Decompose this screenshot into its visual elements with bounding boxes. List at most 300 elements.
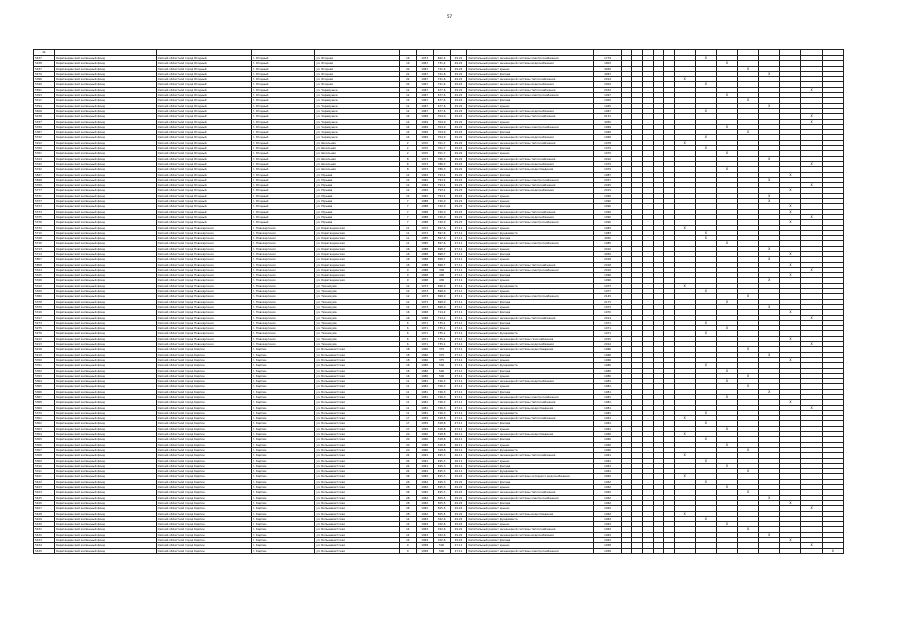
cell-area: 597,6 (433, 230, 450, 235)
cell-locality: Омский областной город Карпин (156, 405, 251, 410)
cell-street: ул. Карагандинская (315, 257, 400, 262)
cell-house: 12 (399, 172, 416, 177)
cell-org: Карагандинский жилищный фонд (55, 278, 157, 283)
cell-city: г. Карпин (251, 527, 314, 532)
cell-street: ул. Карагандинская (315, 278, 400, 283)
cell-cost: 1983 (594, 225, 621, 230)
cell-org: Карагандинский жилищный фонд (55, 516, 157, 521)
cell-code: 27.11 (450, 273, 467, 278)
cell-locality: Омский областной город Ягодный (156, 108, 251, 113)
cell-area: 721,6 (433, 77, 450, 82)
cell-desc: Капитальный ремонт фасада (467, 463, 594, 468)
cell-area: 735,1 (433, 336, 450, 341)
cell-area: 698,7 (433, 262, 450, 267)
cell-id: 5306 (34, 442, 55, 447)
cell-mark (653, 548, 664, 553)
cell-id: 5326 (34, 278, 55, 283)
cell-code: 29.22 (450, 82, 467, 87)
cell-locality: Омский областной город Ягодный (156, 119, 251, 124)
cell-org: Карагандинский жилищный фонд (55, 257, 157, 262)
cell-desc: Капитальный ремонт инженерной системы водоснабжения (467, 82, 594, 87)
cell-desc: Капитальный ремонт инженерной системы теплоснабжения (467, 490, 594, 495)
cell-street: ул. Большевистская (315, 474, 400, 479)
cell-locality: Омский областной город Новокаргинск (156, 278, 251, 283)
cell-code: 27.11 (450, 347, 467, 352)
cell-code: 27.11 (450, 246, 467, 251)
cell-mark: X (674, 432, 695, 437)
cell-area: 822,2 (433, 56, 450, 61)
cell-city: г. Ягодный (251, 98, 314, 103)
cell-desc: Капитальный ремонт фасада (467, 204, 594, 209)
cell-code: 26.11 (450, 453, 467, 458)
cell-area: 677,6 (433, 103, 450, 108)
cell-org: Карагандинский жилищный фонд (55, 490, 157, 495)
cell-id: 5716 (34, 241, 55, 246)
cell-house: 6 (399, 331, 416, 336)
cell-year: 1973 (416, 299, 433, 304)
cell-locality: Омский областной город Ягодный (156, 82, 251, 87)
cell-locality: Омский областной город Карпин (156, 389, 251, 394)
cell-id: 5305 (34, 437, 55, 442)
cell-house: 26 (399, 490, 416, 495)
cell-org: Карагандинский жилищный фонд (55, 114, 157, 119)
cell-cost: 1963 (594, 522, 621, 527)
cell-mark: X (695, 289, 716, 294)
cell-id: 5421 (34, 474, 55, 479)
cell-desc: Капитальный ремонт крыши (467, 458, 594, 463)
cell-city: г. Новокаргинск (251, 326, 314, 331)
cell-id: 5219 (34, 352, 55, 357)
cell-area: 735,1 (433, 320, 450, 325)
cell-id: 5364 (34, 379, 55, 384)
cell-desc: Капитальный ремонт инженерной системы электроснабжения (467, 177, 594, 182)
cell-city: г. Новокаргинск (251, 262, 314, 267)
cell-street: ул. Карагандинская (315, 236, 400, 241)
cell-mark: X (674, 474, 695, 479)
cell-org: Карагандинский жилищный фонд (55, 230, 157, 235)
cell-year: 1961 (416, 463, 433, 468)
cell-code: 27.11 (450, 257, 467, 262)
cell-code: 29.22 (450, 516, 467, 521)
cell-year: 1960 (416, 447, 433, 452)
cell-year: 1968 (416, 267, 433, 272)
cell-city: г. Ягодный (251, 66, 314, 71)
cell-locality: Омский областной город Карпин (156, 506, 251, 511)
cell-mark: X (716, 442, 737, 447)
cell-street: ул. Карагандинская (315, 251, 400, 256)
cell-area: 375 (433, 357, 450, 362)
cell-locality: Омский областной город Карпин (156, 453, 251, 458)
cell-street: ул. Большевистская (315, 400, 400, 405)
cell-area: 495,3 (433, 469, 450, 474)
cell-code: 29.22 (450, 71, 467, 76)
cell-mark: X (801, 214, 822, 219)
cell-city: г. Ягодный (251, 188, 314, 193)
cell-locality: Омский областной город Ягодный (156, 71, 251, 76)
cell-id: 5213 (34, 342, 55, 347)
cell-org: Карагандинский жилищный фонд (55, 119, 157, 124)
cell-street: ул. Ягодная (315, 77, 400, 82)
cell-street: ул. Школьная (315, 156, 400, 161)
cell-id: 5430 (34, 522, 55, 527)
cell-city: г. Ягодный (251, 209, 314, 214)
cell-org: Карагандинский жилищный фонд (55, 342, 157, 347)
cell-code: 27.11 (450, 289, 467, 294)
cell-code: 27.11 (450, 410, 467, 415)
cell-cost: 1905 (594, 98, 621, 103)
cell-desc: Капитальный ремонт фасада (467, 352, 594, 357)
cell-year: 1973 (416, 161, 433, 166)
cell-city: г. Карпин (251, 352, 314, 357)
cell-mark: X (780, 538, 801, 543)
cell-house: 12 (399, 108, 416, 113)
cell-desc: Капитальный ремонт фасада (467, 320, 594, 325)
cell-org: Карагандинский жилищный фонд (55, 294, 157, 299)
cell-id: 5307 (34, 447, 55, 452)
cell-house: 11 (399, 384, 416, 389)
cell-year: 1960 (416, 437, 433, 442)
cell-house: 9 (399, 267, 416, 272)
cell-code: 27.11 (450, 236, 467, 241)
cell-org: Карагандинский жилищный фонд (55, 442, 157, 447)
cell-org: Карагандинский жилищный фонд (55, 410, 157, 415)
cell-area: 740,0 (433, 209, 450, 214)
cell-org: Карагандинский жилищный фонд (55, 98, 157, 103)
cell-house: 18 (399, 357, 416, 362)
cell-code: 29.22 (450, 172, 467, 177)
cell-house: 12 (399, 98, 416, 103)
cell-house: 22 (399, 77, 416, 82)
cell-year: 1962 (416, 172, 433, 177)
cell-area: 793,4 (433, 193, 450, 198)
cell-cost: 1945 (594, 103, 621, 108)
cell-house: 9 (399, 548, 416, 553)
cell-mark: X (716, 167, 737, 172)
cell-street: ул. Большевистская (315, 442, 400, 447)
cell-city: г. Карпин (251, 506, 314, 511)
cell-desc: Капитальный ремонт крыши (467, 278, 594, 283)
cell-locality: Омский областной город Ягодный (156, 103, 251, 108)
cell-year: 1980 (416, 373, 433, 378)
cell-id: 5309 (34, 458, 55, 463)
cell-house: 12 (399, 188, 416, 193)
cell-year: 1973 (416, 304, 433, 309)
cell-locality: Омский областной город Новокаргинск (156, 273, 251, 278)
cell-org: Карагандинский жилищный фонд (55, 548, 157, 553)
cell-org: Карагандинский жилищный фонд (55, 304, 157, 309)
cell-city: г. Карпин (251, 458, 314, 463)
cell-mark (801, 548, 822, 553)
cell-cost: 1981 (594, 389, 621, 394)
cell-mark: X (759, 156, 780, 161)
cell-desc: Капитальный ремонт крыши (467, 246, 594, 251)
cell-city: г. Карпин (251, 405, 314, 410)
cell-locality: Омский областной город Новокаргинск (156, 304, 251, 309)
cell-year: 1988 (416, 214, 433, 219)
cell-cost: 2173 (594, 299, 621, 304)
cell-street: ул. Большевистская (315, 379, 400, 384)
cell-cost: 2032 (594, 87, 621, 92)
cell-id: 5742 (34, 135, 55, 140)
cell-city: г. Карпин (251, 368, 314, 373)
cell-org: Карагандинский жилищный фонд (55, 225, 157, 230)
cell-locality: Омский областной город Ягодный (156, 66, 251, 71)
cell-area: 701,7 (433, 151, 450, 156)
cell-area: 698,7 (433, 257, 450, 262)
cell-org: Карагандинский жилищный фонд (55, 331, 157, 336)
cell-year: 1962 (416, 500, 433, 505)
cell-id: 5369 (34, 405, 55, 410)
cell-house: 7 (399, 199, 416, 204)
cell-area: 500 (433, 373, 450, 378)
cell-house: 8 (399, 156, 416, 161)
cell-cost: 1990 (594, 209, 621, 214)
cell-code: 29.22 (450, 140, 467, 145)
cell-area: 726,3 (433, 384, 450, 389)
cell-mark: X (695, 458, 716, 463)
cell-year: 1959 (416, 421, 433, 426)
cell-code: 27.11 (450, 352, 467, 357)
cell-mark: X (716, 124, 737, 129)
cell-mark: X (780, 500, 801, 505)
cell-locality: Омский областной город Ягодный (156, 61, 251, 66)
cell-year: 1962 (416, 506, 433, 511)
cell-mark: X (695, 146, 716, 151)
cell-desc: Капитальный ремонт крыши (467, 442, 594, 447)
cell-cost: 1981 (594, 379, 621, 384)
cell-year: 1962 (416, 479, 433, 484)
cell-city: г. Ягодный (251, 151, 314, 156)
cell-city: г. Карпин (251, 490, 314, 495)
cell-city: г. Карпин (251, 495, 314, 500)
cell-id: 5438 (34, 114, 55, 119)
cell-street: ул. Школьная (315, 146, 400, 151)
cell-id: 5377 (34, 199, 55, 204)
cell-city: г. Карпин (251, 485, 314, 490)
cell-org: Карагандинский жилищный фонд (55, 87, 157, 92)
cell-locality: Омский областной город Карпин (156, 532, 251, 537)
cell-cost: 4967 (594, 71, 621, 76)
cell-area: 704,9 (433, 114, 450, 119)
cell-org: Карагандинский жилищный фонд (55, 246, 157, 251)
cell-city: г. Новокаргинск (251, 273, 314, 278)
cell-locality: Омский областной город Ягодный (156, 124, 251, 129)
cell-house: 12 (399, 103, 416, 108)
cell-locality: Омский областной город Карпин (156, 538, 251, 543)
cell-mark (738, 548, 759, 553)
cell-locality: Омский областной город Новокаргинск (156, 315, 251, 320)
cell-cost: 2015 (594, 336, 621, 341)
cell-street: ул. Ягодная (315, 71, 400, 76)
cell-area: 495,3 (433, 463, 450, 468)
cell-street: ул. Большевистская (315, 437, 400, 442)
cell-area: 726,3 (433, 410, 450, 415)
cell-locality: Омский областной город Новокаргинск (156, 236, 251, 241)
cell-mark: X (738, 384, 759, 389)
cell-area: 505,5 (433, 500, 450, 505)
cell-desc: Капитальный ремонт фасада (467, 273, 594, 278)
cell-locality: Омский областной город Ягодный (156, 77, 251, 82)
cell-year: 1971 (416, 326, 433, 331)
cell-org: Карагандинский жилищный фонд (55, 511, 157, 516)
cell-id: 5433 (34, 538, 55, 543)
cell-area: 793,4 (433, 177, 450, 182)
cell-cost: 1971 (594, 320, 621, 325)
cell-mark: X (674, 283, 695, 288)
cell-org: Карагандинский жилищный фонд (55, 161, 157, 166)
cell-year: 1968 (416, 278, 433, 283)
cell-house: 14 (399, 135, 416, 140)
cell-cost: 1958 (594, 548, 621, 553)
cell-code: 29.22 (450, 167, 467, 172)
cell-area: 677,6 (433, 87, 450, 92)
cell-org: Карагандинский жилищный фонд (55, 389, 157, 394)
cell-code: 27.11 (450, 405, 467, 410)
cell-area: 597,6 (433, 241, 450, 246)
cell-id: 5422 (34, 479, 55, 484)
cell-desc: Капитальный ремонт инженерной системы теплоснабжения (467, 400, 594, 405)
cell-id: 5423 (34, 485, 55, 490)
cell-street: ул. Юрьева (315, 193, 400, 198)
cell-desc: Капитальный ремонт крыши (467, 357, 594, 362)
cell-year: 1988 (416, 220, 433, 225)
cell-org: Карагандинский жилищный фонд (55, 103, 157, 108)
cell-id: 5302 (34, 421, 55, 426)
cell-id: 5368 (34, 400, 55, 405)
cell-area: 726,3 (433, 405, 450, 410)
cell-code: 26.11 (450, 469, 467, 474)
cell-street: ул. Техникума (315, 320, 400, 325)
cell-locality: Омский областной город Карпин (156, 485, 251, 490)
cell-mark: X (695, 82, 716, 87)
cell-org: Карагандинский жилищный фонд (55, 209, 157, 214)
cell-street: ул. Ягодная (315, 56, 400, 61)
cell-house: 16 (399, 363, 416, 368)
cell-mark: X (759, 71, 780, 76)
cell-locality: Омский областной город Карпин (156, 432, 251, 437)
cell-org: Карагандинский жилищный фонд (55, 214, 157, 219)
cell-area: 500 (433, 548, 450, 553)
cell-house: 28 (399, 500, 416, 505)
cell-area: 677,6 (433, 93, 450, 98)
cell-mark: X (695, 331, 716, 336)
cell-house: 26 (399, 474, 416, 479)
cell-desc: Капитальный ремонт фундамента (467, 283, 594, 288)
cell-city: г. Карпин (251, 516, 314, 521)
cell-city: г. Карпин (251, 479, 314, 484)
cell-year: 1973 (416, 156, 433, 161)
cell-desc: Капитальный ремонт инженерной системы электроснабжения (467, 93, 594, 98)
cell-locality: Омский областной город Новокаргинск (156, 225, 251, 230)
cell-cost: 2015 (594, 188, 621, 193)
cell-mark (664, 548, 675, 553)
cell-desc: Капитальный ремонт фасада (467, 251, 594, 256)
cell-code: 29.22 (450, 177, 467, 182)
cell-locality: Омский областной город Ягодный (156, 98, 251, 103)
cell-locality: Омский областной город Карпин (156, 527, 251, 532)
cell-desc: Капитальный ремонт фасада (467, 130, 594, 135)
cell-cost: 1985 (594, 241, 621, 246)
cell-mark: X (759, 199, 780, 204)
cell-id: 5301 (34, 416, 55, 421)
cell-desc: Капитальный ремонт фундамента (467, 447, 594, 452)
cell-desc: Капитальный ремонт крыши (467, 66, 594, 71)
cell-area: 495,3 (433, 479, 450, 484)
cell-code: 27.11 (450, 225, 467, 230)
cell-year: 1960 (416, 432, 433, 437)
cell-cost: 1960 (594, 442, 621, 447)
cell-year: 1985 (416, 241, 433, 246)
page-number: 57 (447, 14, 453, 19)
cell-city: г. Ягодный (251, 172, 314, 177)
cell-locality: Омский областной город Карпин (156, 352, 251, 357)
cell-mark: X (801, 315, 822, 320)
cell-area: 436 (433, 278, 450, 283)
cell-street: ул. Большевистская (315, 410, 400, 415)
cell-area: 698,0 (433, 299, 450, 304)
cell-code: 29.22 (450, 474, 467, 479)
cell-year: 1973 (416, 283, 433, 288)
cell-house: 7 (399, 204, 416, 209)
cell-mark: X (801, 267, 822, 272)
cell-mark: X (695, 410, 716, 415)
cell-street: ул. Большевистская (315, 538, 400, 543)
cell-locality: Омский областной город Ягодный (156, 188, 251, 193)
cell-org: Карагандинский жилищный фонд (55, 273, 157, 278)
cell-city: г. Новокаргинск (251, 299, 314, 304)
cell-cost: 1973 (594, 283, 621, 288)
cell-mark: X (695, 421, 716, 426)
cell-street: ул. Школьная (315, 161, 400, 166)
cell-street: ул. Большевистская (315, 373, 400, 378)
cell-id: 5319 (34, 283, 55, 288)
table-row (34, 548, 844, 553)
cell-area: 375 (433, 352, 450, 357)
cell-street: ул. Большевистская (315, 368, 400, 373)
cell-mark: X (695, 108, 716, 113)
cell-id: 5376 (34, 220, 55, 225)
cell-locality: Омский областной город Новокаргинск (156, 299, 251, 304)
cell-org: Карагандинский жилищный фонд (55, 426, 157, 431)
cell-locality: Омский областной город Карпин (156, 458, 251, 463)
cell-id: 5847 (34, 172, 55, 177)
cell-house: 11 (399, 410, 416, 415)
cell-desc: Капитальный ремонт крыши (467, 119, 594, 124)
cell-city: г. Ягодный (251, 135, 314, 140)
cell-city: г. Новокаргинск (251, 320, 314, 325)
cell-cost: 1962 (594, 490, 621, 495)
cell-code: 29.22 (450, 214, 467, 219)
cell-year: 1969 (416, 130, 433, 135)
cell-city: г. Карпин (251, 426, 314, 431)
cell-house: 2 (399, 140, 416, 145)
cell-code: 29.22 (450, 500, 467, 505)
cell-desc: Капитальный ремонт фасада (467, 98, 594, 103)
cell-org: Карагандинский жилищный фонд (55, 236, 157, 241)
cell-street: ул. Большевистская (315, 395, 400, 400)
cell-city: г. Ягодный (251, 156, 314, 161)
cell-code: 29.22 (450, 511, 467, 516)
cell-id: 5777 (34, 188, 55, 193)
cell-code: 27.11 (450, 241, 467, 246)
cell-year: 1973 (416, 56, 433, 61)
cell-street: ул. Карагандинская (315, 273, 400, 278)
cell-street: ул. Большевистская (315, 357, 400, 362)
cell-city: г. Карпин (251, 469, 314, 474)
cell-locality: Омский областной город Ягодный (156, 114, 251, 119)
cell-id: 5858 (34, 262, 55, 267)
cell-locality: Омский областной город Ягодный (156, 209, 251, 214)
